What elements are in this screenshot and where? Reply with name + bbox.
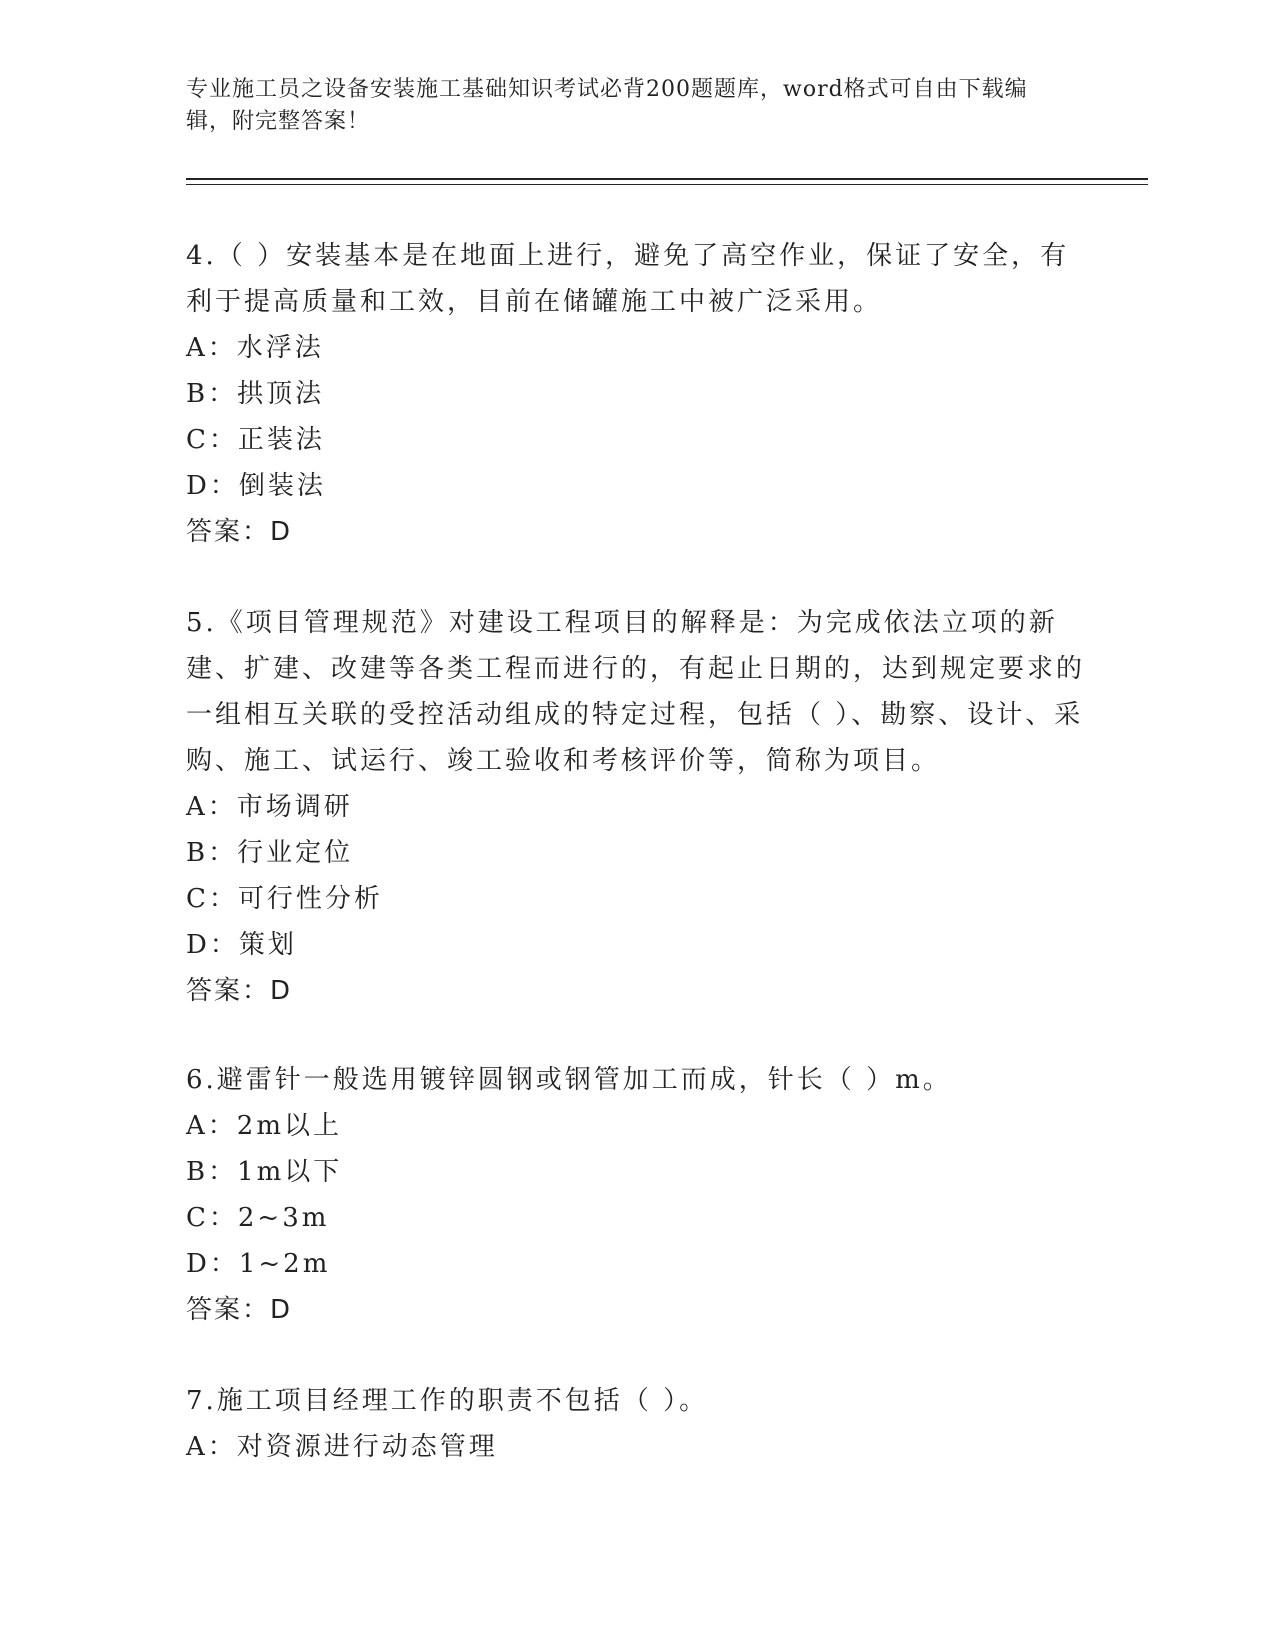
question-4 (186, 233, 1086, 555)
option-d: D：1~2m (186, 1249, 331, 1279)
option-b: B：1m以下 (186, 1157, 343, 1187)
option-a: A：水浮法 (186, 333, 324, 363)
option-a: A：市场调研 (186, 792, 353, 822)
document-header: 专业施工员之设备安装施工基础知识考试必背200题题库，word格式可自由下载编辑，附完整答案！ (186, 77, 1028, 134)
option-b: B：行业定位 (186, 838, 354, 868)
header-divider (186, 178, 1148, 185)
question-stem: 5.《项目管理规范》对建设工程项目的解释是：为完成依法立项的新建、扩建、改建等各类工程而进行的，有起止日期的，达到规定要求的一组相互关联的受控活动组成的特定过程，包括（ ）、勘察、设计、采购、施工、试运行、竣工验收和考核评价等，简称为项目。 (186, 608, 1086, 776)
question-7 (186, 1378, 1086, 1470)
question-stem: 4.（ ）安装基本是在地面上进行，避免了高空作业，保证了安全，有利于提高质量和工效，目前在储罐施工中被广泛采用。 (186, 241, 1070, 317)
answer-line: 答案：D (186, 1295, 293, 1325)
question-stem: 7.施工项目经理工作的职责不包括（ ）。 (186, 1386, 709, 1416)
option-d: D：策划 (186, 930, 297, 960)
question-5 (186, 600, 1086, 1014)
option-b: B：拱顶法 (186, 379, 325, 409)
option-a: A：2m以上 (186, 1111, 342, 1141)
answer-line: 答案：D (186, 976, 293, 1006)
option-c: C：2~3m (186, 1203, 330, 1233)
option-a: A：对资源进行动态管理 (186, 1432, 498, 1462)
question-stem: 6.避雷针一般选用镀锌圆钢或钢管加工而成，针长（ ）m。 (186, 1065, 952, 1095)
option-c: C：可行性分析 (186, 884, 383, 914)
question-6 (186, 1057, 1086, 1333)
option-d: D：倒装法 (186, 471, 326, 501)
answer-line: 答案：D (186, 517, 293, 547)
option-c: C：正装法 (186, 425, 325, 455)
